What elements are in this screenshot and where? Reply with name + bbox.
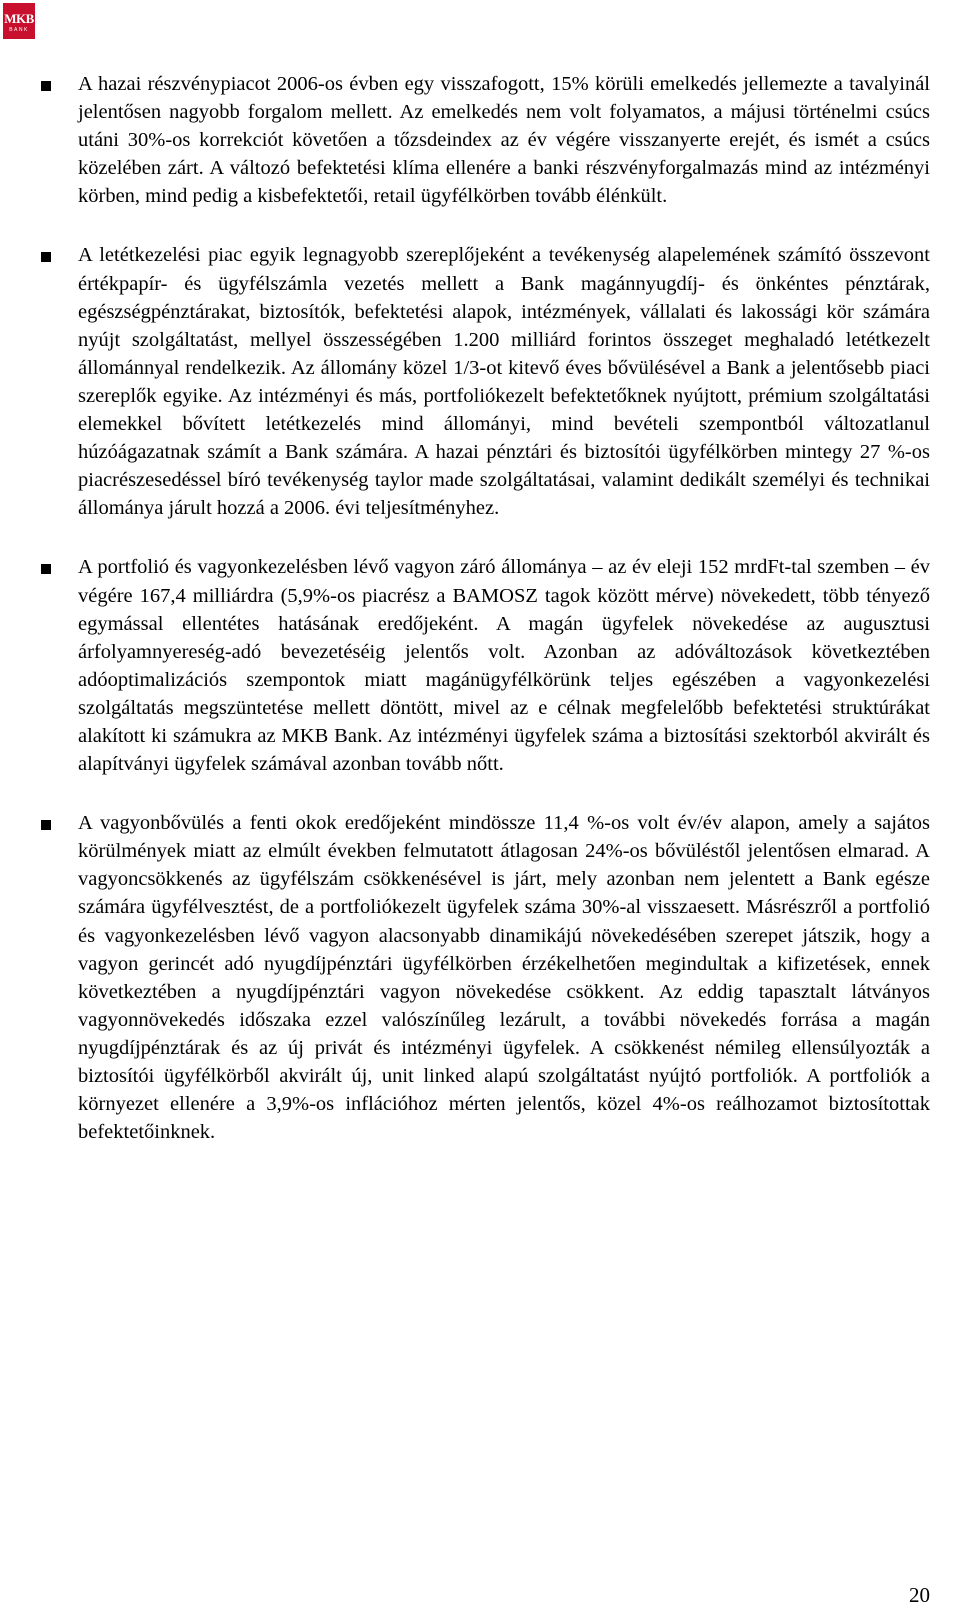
paragraph-text: A letétkezelési piac egyik legnagyobb szereplőjeként a tevékenység alapelemének számító összevont értékpapír- és ügyfélszámla vezetés mellett a Bank magánnyugdíj- és önkéntes pénztárak, egészségpénztárakat, biztosítók, befektetési alapok, intézmények, vállalati és lakossági kör számára nyújt szolgáltatást, mellyel összességében 1.200 milliárd forintos összeget meghaladó letétkezelt állománnyal rendelkezik. Az állomány közel 1/3-ot kitevő éves bővülésével a Bank a jelentősebb piaci szereplők egyike. Az intézményi és más, portfoliókezelt befektetőknek nyújtott, prémium szolgáltatási elemekkel bővített letétkezelés mind állományi, mind bevételi szempontból változatlanul húzóágazatnak számít a Bank számára. A hazai pénztári és biztosítói ügyfélkörben mintegy 27 %-os piacrészesedéssel bíró tevékenység taylor made szolgáltatásai, valamint dedikált személyi és technikai állománya járult hozzá a 2006. évi teljesítményhez. [78, 244, 930, 520]
square-bullet-icon [41, 81, 51, 91]
document-body [41, 70, 931, 1177]
bullet-paragraph-4 [41, 809, 931, 1146]
page-number: 20 [909, 1583, 930, 1607]
paragraph-text: A hazai részvénypiacot 2006-os évben egy visszafogott, 15% körüli emelkedés jellemezte a tavalyinál jelentősen nagyobb forgalom mellett. Az emelkedés nem volt folyamatos, a májusi történelmi csúcs utáni 30%-os korrekciót követően a tőzsdeindex az év végére visszanyerte erejét, és ismét a csúcs közelében zárt. A változó befektetési klíma ellenére a banki részvényforgalmazás mind az intézményi körben, mind pedig a kisbefektetői, retail ügyfélkörben tovább élénkült. [78, 73, 930, 208]
logo-text: MKB [4, 10, 34, 26]
square-bullet-icon [41, 252, 51, 262]
paragraph-text: A portfolió és vagyonkezelésben lévő vagyon záró állománya – az év eleji 152 mrdFt-tal szemben – év végére 167,4 milliárdra (5,9%-os piacrész a BAMOSZ tagok között mérve) növekedett, több tényező egymással ellentétes hatásának eredőjeként. A magán ügyfelek növekedése az augusztusi árfolyamnyereség-adó bevezetéséig jelentős volt. Azonban az adóváltozások következtében adóoptimalizációs szempontok miatt magánügyfélkörünk teljes egészében a vagyonkezelési szolgáltatás megszüntetése mellett döntött, mivel az e célnak megfelelőbb befektetési struktúrákat alakított ki számukra az MKB Bank. Az intézményi ügyfelek száma a biztosítási szektorból akvirált és alapítványi ügyfelek számával azonban tovább nőtt. [78, 556, 930, 776]
bullet-paragraph-2 [41, 241, 931, 522]
bullet-paragraph-3 [41, 553, 931, 778]
paragraph-text: A vagyonbővülés a fenti okok eredőjeként mindössze 11,4 %-os volt év/év alapon, amely a sajátos körülmények miatt az elmúlt években felmutatott átlagosan 24%-os bővüléstől jelentősen elmarad. A vagyoncsökkenés az ügyfélszám csökkenésével is járt, mely azonban nem jelentett a Bank egésze számára ügyfélvesztést, de a portfoliókezelt ügyfelek száma 30%-al visszaesett. Másrészről a portfolió és vagyonkezelésben lévő vagyon alacsonyabb dinamikájú növekedésében szerepet játszik, hogy a vagyon gerincét adó nyugdíjpénztári ügyfélkörben érzékelhetően megindultak a kifizetések, ennek következtében a nyugdíjpénztári vagyon növekedése csökkent. Az eddig tapasztalt látványos vagyonnövekedés időszaka ezzel valószínűleg lezárult, a további növekedés forrása a magán nyugdíjpénztárak és az új privát és intézményi ügyfelek. A csökkenést némileg ellensúlyozták a biztosítói ügyfélkörből akvirált új, unit linked alapú szolgáltatást nyújtó portfoliók. A portfoliók a környezet ellenére a 3,9%-os inflációhoz mérten jelentős, közel 4%-os reálhozamot biztosítottak befektetőinknek. [78, 812, 930, 1144]
mkb-bank-logo [3, 3, 35, 39]
logo-subtext: BANK [9, 26, 29, 33]
square-bullet-icon [41, 820, 51, 830]
square-bullet-icon [41, 564, 51, 574]
bullet-paragraph-1 [41, 70, 931, 210]
